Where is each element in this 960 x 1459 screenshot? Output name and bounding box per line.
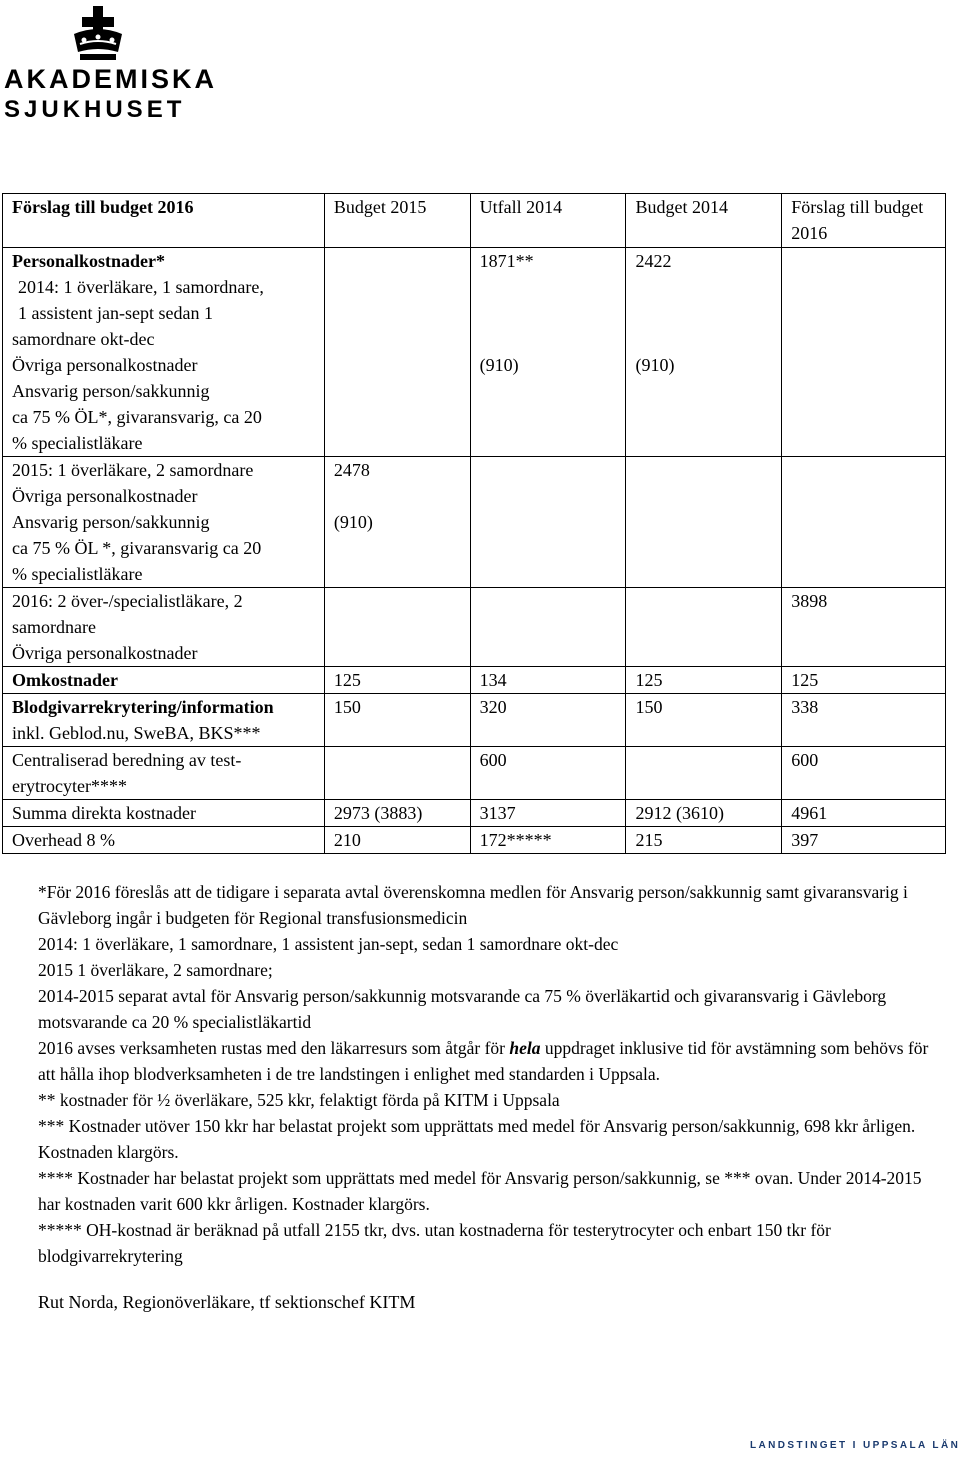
footnote: ***** OH-kostnad är beräknad på utfall 2155 tkr, dvs. utan kostnaderna för testerytrocyter och enbart 150 tkr för blodgivarrekrytering (38, 1220, 831, 1266)
hospital-logo (0, 0, 220, 130)
row-label-line: Övriga personalkostnader (12, 355, 198, 375)
row-label-line: ca 75 % ÖL *, givaransvarig ca 20 (12, 538, 262, 558)
footnote-text: 2016 avses verksamheten rustas med den läkarresurs som åtgår för (38, 1038, 510, 1058)
logo-text-line2: SJUKHUSET (4, 96, 186, 123)
table-cell (782, 457, 946, 588)
table-row (3, 248, 946, 457)
table-cell: 600 (782, 747, 946, 800)
table-cell: 150 (324, 694, 470, 747)
header-cell: Budget 2015 (324, 194, 470, 248)
table-cell (626, 588, 782, 667)
table-cell (470, 588, 626, 667)
table-row (3, 800, 946, 827)
table-cell (782, 248, 946, 457)
row-label-line: 1 assistent jan-sept sedan 1 (18, 303, 213, 323)
cell-value: 2422 (635, 251, 672, 271)
logo-text-line1: AKADEMISKA (4, 64, 218, 94)
row-label-line: Blodgivarrekrytering/information (12, 697, 274, 717)
header-cell: Förslag till budget 2016 (3, 194, 325, 248)
row-label-line: ca 75 % ÖL*, givaransvarig, ca 20 (12, 407, 262, 427)
row-label-line: inkl. Geblod.nu, SweBA, BKS*** (12, 723, 261, 743)
row-label (3, 747, 325, 800)
table-cell: 172***** (470, 827, 626, 854)
table-cell: 150 (626, 694, 782, 747)
table-cell: 338 (782, 694, 946, 747)
row-label (3, 248, 325, 457)
cell-value: (910) (479, 355, 519, 375)
footnote-emphasis: hela (509, 1038, 541, 1058)
header-cell: Utfall 2014 (470, 194, 626, 248)
table-cell: 2973 (3883) (324, 800, 470, 827)
footer-organization: LANDSTINGET I UPPSALA LÄN (750, 1440, 960, 1451)
row-label-line: Centraliserad beredning av test- (12, 750, 242, 770)
table-header-row (3, 194, 946, 248)
row-label: Omkostnader (3, 667, 325, 694)
table-cell: 4961 (782, 800, 946, 827)
table-row (3, 588, 946, 667)
table-cell: 125 (782, 667, 946, 694)
row-label-line: 2015: 1 överläkare, 2 samordnare (12, 460, 254, 480)
cell-value: 1871** (479, 251, 534, 271)
budget-table (2, 193, 946, 854)
row-label-line: % specialistläkare (12, 564, 143, 584)
row-label-line: Ansvarig person/sakkunnig (12, 381, 210, 401)
table-row (3, 747, 946, 800)
footnotes (38, 879, 938, 1269)
row-label-line: erytrocyter**** (12, 776, 127, 796)
table-cell: 3898 (782, 588, 946, 667)
table-cell: 125 (324, 667, 470, 694)
row-label-line: 2014: 1 överläkare, 1 samordnare, (18, 277, 264, 297)
row-label-line: % specialistläkare (12, 433, 143, 453)
table-cell (324, 747, 470, 800)
footnote-text: uppdraget inklusive tid för avstämning som behövs för att hålla ihop blodverksamheten i de tre landstingen i enlighet med standarden i Uppsala. (38, 1038, 929, 1084)
row-label (3, 694, 325, 747)
table-cell: 2912 (3610) (626, 800, 782, 827)
cell-value: 2478 (333, 460, 370, 480)
row-label: Summa direkta kostnader (3, 800, 325, 827)
footnote: 2015 1 överläkare, 2 samordnare; (38, 960, 273, 980)
table-cell: 125 (626, 667, 782, 694)
signature: Rut Norda, Regionöverläkare, tf sektionschef KITM (38, 1292, 416, 1312)
table-cell: 134 (470, 667, 626, 694)
table-cell (324, 588, 470, 667)
footnote: *** Kostnader utöver 150 kkr har belastat projekt som upprättats med medel för Ansvarig person/sakkunnig, 698 kkr årligen. Kostnaden klargörs. (38, 1116, 916, 1162)
footnote: **** Kostnader har belastat projekt som upprättats med medel för Ansvarig person/sakkunnig, se *** ovan. Under 2014-2015 har kostnaden varit 600 kkr årligen. Kostnader klargörs. (38, 1168, 922, 1214)
table-cell (324, 248, 470, 457)
row-label-line: 2016: 2 över-/specialistläkare, 2 (12, 591, 243, 611)
row-label-line: samordnare okt-dec (12, 329, 155, 349)
row-label-line: Övriga personalkostnader (12, 643, 198, 663)
footnote: *För 2016 föreslås att de tidigare i separata avtal överenskomna medlen för Ansvarig person/sakkunnig samt givaransvarig i Gävleborg ingår i budgeten för Regional transfusionsmedicin (38, 882, 908, 928)
header-cell: Förslag till budget 2016 (782, 194, 946, 248)
table-cell (626, 457, 782, 588)
footnote: 2014: 1 överläkare, 1 samordnare, 1 assistent jan-sept, sedan 1 samordnare okt-dec (38, 934, 619, 954)
cell-value: (910) (635, 355, 675, 375)
row-label-line: samordnare (12, 617, 96, 637)
table-cell: 215 (626, 827, 782, 854)
table-cell: 600 (470, 747, 626, 800)
table-cell (470, 457, 626, 588)
row-label-line: Ansvarig person/sakkunnig (12, 512, 210, 532)
header-cell: Budget 2014 (626, 194, 782, 248)
table-row (3, 457, 946, 588)
footnote: 2014-2015 separat avtal för Ansvarig person/sakkunnig motsvarande ca 75 % överläkartid och givaransvarig i Gävleborg motsvarande ca 20 % specialistläkartid (38, 986, 887, 1032)
row-label: Overhead 8 % (3, 827, 325, 854)
table-row (3, 694, 946, 747)
table-row (3, 667, 946, 694)
cell-value: (910) (333, 512, 373, 532)
row-label (3, 457, 325, 588)
table-cell: 210 (324, 827, 470, 854)
table-cell: 397 (782, 827, 946, 854)
row-label-line: Övriga personalkostnader (12, 486, 198, 506)
table-cell: 320 (470, 694, 626, 747)
footnote (38, 1035, 938, 1087)
crown-cross-icon (70, 4, 126, 66)
table-cell (470, 248, 626, 457)
table-cell (626, 248, 782, 457)
table-cell (626, 747, 782, 800)
table-row (3, 827, 946, 854)
row-label (3, 588, 325, 667)
table-cell (324, 457, 470, 588)
table-cell: 3137 (470, 800, 626, 827)
footnote: ** kostnader för ½ överläkare, 525 kkr, felaktigt förda på KITM i Uppsala (38, 1090, 560, 1110)
row-label-line: Personalkostnader* (12, 251, 165, 271)
